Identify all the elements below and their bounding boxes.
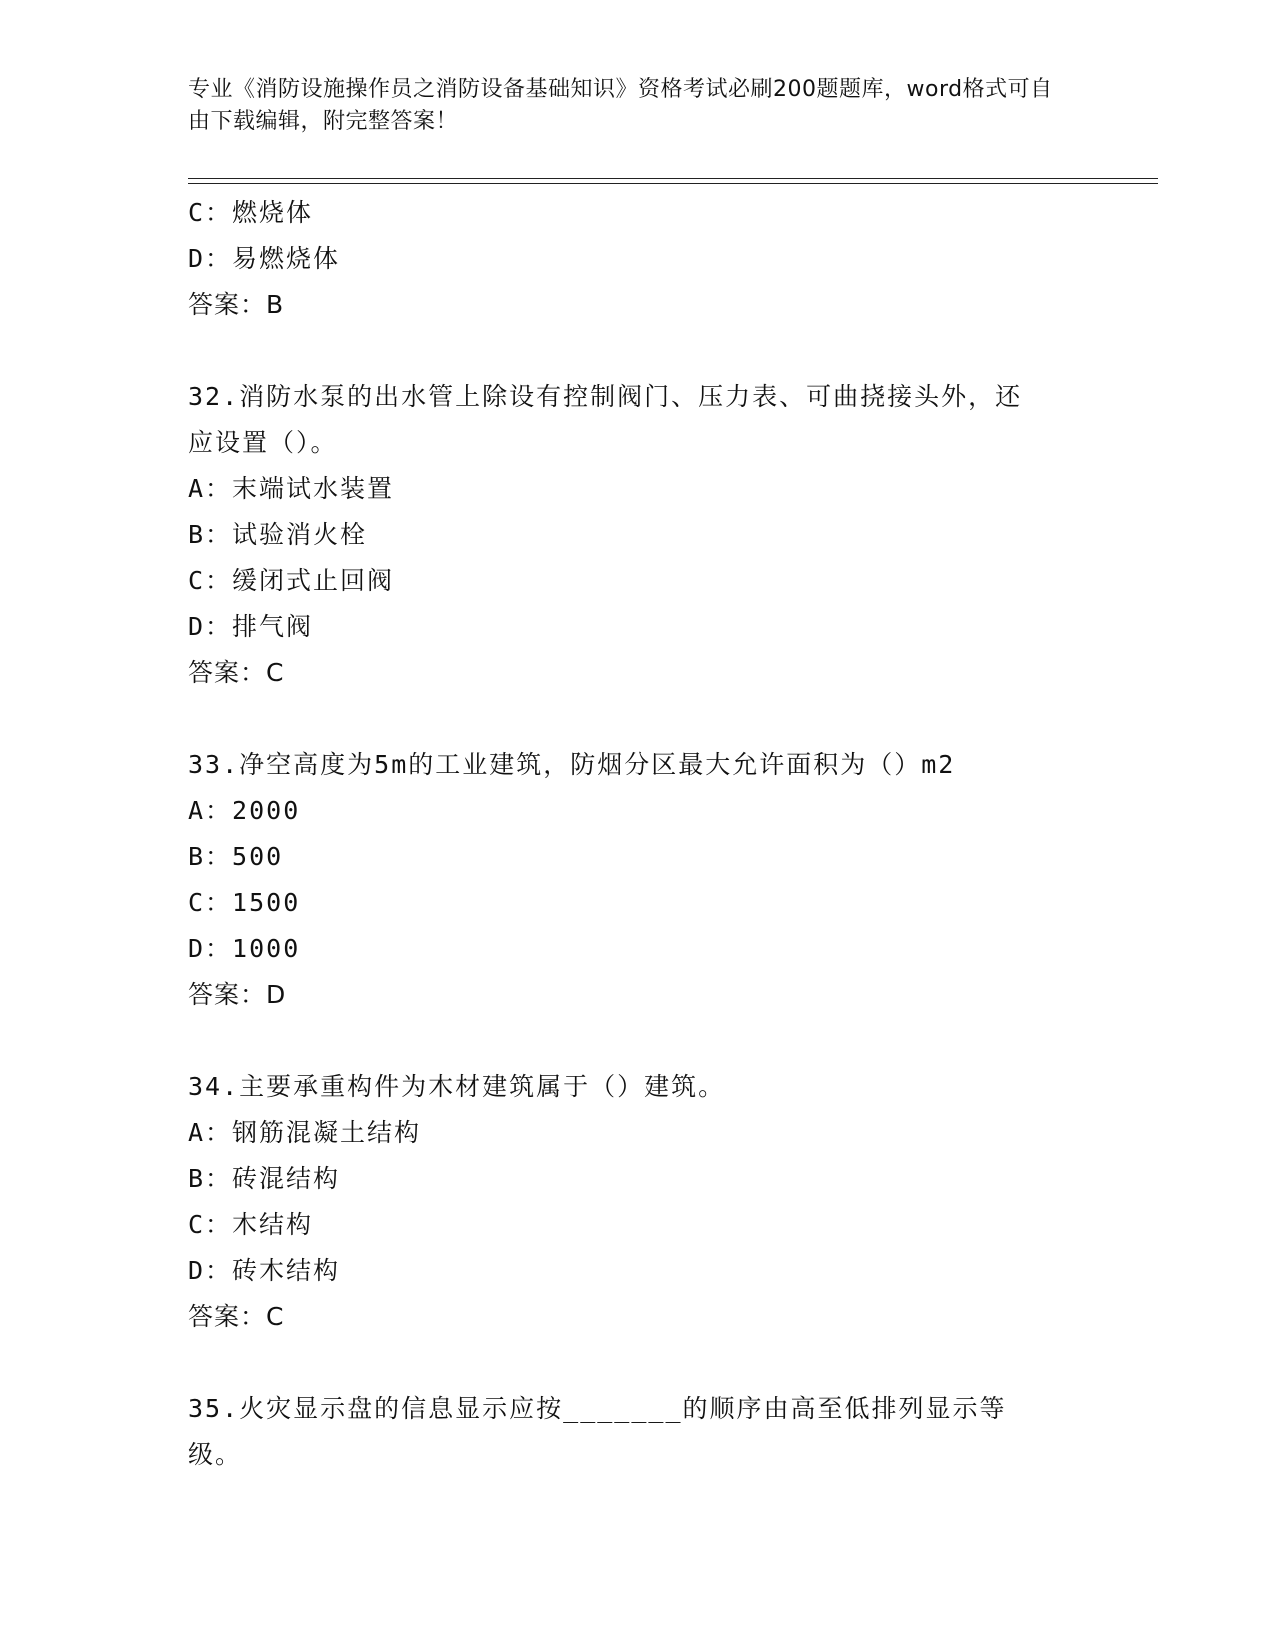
- option-b: B：砖混结构: [188, 1164, 341, 1193]
- question-text: 34.主要承重构件为木材建筑属于（）建筑。: [188, 1072, 726, 1101]
- answer: 答案：C: [188, 1302, 285, 1331]
- answer: 答案：B: [188, 290, 285, 319]
- option-c: C：1500: [188, 888, 301, 917]
- option-a: A：钢筋混凝土结构: [188, 1118, 422, 1147]
- option-b: B：500: [188, 842, 284, 871]
- answer: 答案：C: [188, 658, 285, 687]
- header-divider-bottom: [188, 183, 1158, 184]
- option-d: D：排气阀: [188, 612, 314, 641]
- option-c: C：木结构: [188, 1210, 314, 1239]
- question-text: 35.火灾显示盘的信息显示应按_______的顺序由高至低排列显示等级。: [188, 1394, 1007, 1469]
- question-32: [188, 374, 1088, 696]
- question-text: 33.净空高度为5m的工业建筑，防烟分区最大允许面积为（）m2: [188, 750, 956, 779]
- option-d: D：易燃烧体: [188, 244, 341, 273]
- question-list: [188, 190, 1088, 1524]
- option-a: A：末端试水装置: [188, 474, 395, 503]
- option-b: B：试验消火栓: [188, 520, 368, 549]
- question-text: 32.消防水泵的出水管上除设有控制阀门、压力表、可曲挠接头外，还应设置（）。: [188, 382, 1023, 457]
- option-d: D：1000: [188, 934, 301, 963]
- question-31-tail: [188, 190, 1088, 328]
- question-34: [188, 1064, 1088, 1340]
- answer: 答案：D: [188, 980, 287, 1009]
- option-c: C：燃烧体: [188, 198, 314, 227]
- question-33: [188, 742, 1088, 1018]
- header-divider-top: [188, 178, 1158, 179]
- option-a: A：2000: [188, 796, 301, 825]
- option-c: C：缓闭式止回阀: [188, 566, 395, 595]
- document-header: 专业《消防设施操作员之消防设备基础知识》资格考试必刷200题题库，word格式可自由下载编辑，附完整答案！: [188, 77, 1053, 134]
- question-35: [188, 1386, 1088, 1478]
- option-d: D：砖木结构: [188, 1256, 341, 1285]
